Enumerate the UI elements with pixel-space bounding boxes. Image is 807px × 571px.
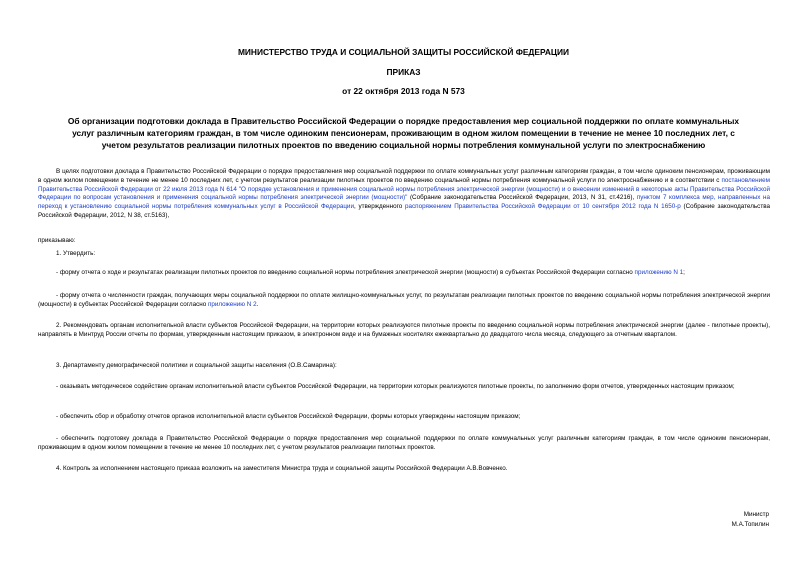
- item-3b: - обеспечить сбор и обработку отчетов органов исполнительной власти субъектов Российской Федерации, формы которых утверждены настоящим приказом;: [56, 413, 521, 420]
- preamble-link-decree-614[interactable]: постановлением Правительства Российской Федерации от 22 июля 2013 года N 614 "О порядке установления и применения социальной нормы потребления электрической энергии (мощности) и о внесении изменений в некоторые акты Правительства Российской Федерации по вопросам установления и применения социальной нормы потребления электрической энергии (мощности)": [38, 176, 770, 202]
- item-1: 1. Утвердить:: [56, 250, 96, 257]
- item-3a: - оказывать методическое содействие органам исполнительной власти субъектов Российской Федерации, на территории которых реализуются пилотные проекты, по заполнению форм отчетов, утвержденных настоящим приказом;: [56, 383, 735, 390]
- preamble-link-order-1650[interactable]: распоряжением Правительства Российской Федерации от 10 сентября 2012 года N 1650-р: [405, 203, 681, 211]
- item-3c: - обеспечить подготовку доклада в Правительство Российской Федерации о порядке предоставления мер социальной поддержки по оплате коммунальных услуг различным категориям граждан, в том числе одиноким пенсионерам, проживающим в одном жилом помещении в течение не менее 10 последних лет, с учетом результатов реализации пилотных проектов.: [38, 435, 770, 451]
- preamble-link-item-7[interactable]: пунктом 7 комплекса мер, направленных на переход к установлению социальной нормы потребления коммунальных услуг в Российской Федерации: [38, 194, 770, 211]
- date-number-heading: от 22 октября 2013 года N 573: [342, 86, 465, 96]
- item-3: 3. Департаменту демографической политики и социальной защиты населения (О.В.Самарина):: [56, 362, 337, 369]
- signature-name: М.А.Топилин: [731, 521, 769, 528]
- doc-type-heading: ПРИКАЗ: [386, 67, 421, 77]
- preamble-text-2: (Собрание законодательства Российской Федерации, 2013, N 31, ст.4216),: [407, 194, 637, 202]
- item-4: 4. Контроль за исполнением настоящего приказа возложить на заместителя Министра труда и социальной защиты Российской Федерации А.В.Вовченко.: [56, 465, 508, 472]
- item-1b: [38, 292, 770, 310]
- item-1b-text: - форму отчета о численности граждан, получающих меры социальной поддержки по оплате жилищно-коммунальных услуг, по результатам реализации пилотных проектов по введению социальной нормы потребления электрической энергии (мощности) в субъектах Российской Федерации согласно: [38, 292, 770, 308]
- item-2: 2. Рекомендовать органам исполнительной власти субъектов Российской Федерации, на территории которых реализуются пилотные проекты по введению социальной нормы потребления электрической энергии (далее - пилотные проекты), направлять в Минтруд России отчеты по формам, утвержденным настоящим приказом, в электронном виде и на бумажных носителях ежеквартально до двадцатого числа месяца, следующего за отчетным кварталом.: [38, 322, 770, 338]
- item-1a: [38, 269, 770, 278]
- preamble-text-4: (Собрание законодательства Российской Федерации, 2012, N 38, ст.5163),: [38, 203, 770, 219]
- signature-position: Министр: [743, 511, 769, 518]
- appendix-2-link[interactable]: приложению N 2: [207, 300, 257, 308]
- item-1a-end: ;: [683, 269, 685, 276]
- document-title: Об организации подготовки доклада в Правительство Российской Федерации о порядке предоставления мер социальной поддержки по оплате коммунальных услуг различным категориям граждан, в том числе одиноким пенсионерам, проживающим в одном жилом помещении в течение не менее 10 последних лет, с учетом результатов реализации пилотных проектов по введению социальной нормы потребления коммунальной услуги по электроснабжению: [67, 116, 740, 150]
- order-word: приказываю:: [38, 237, 76, 244]
- item-1b-end: .: [256, 300, 259, 308]
- preamble-text-3: , утвержденного: [353, 203, 406, 211]
- preamble-text-1: В целях подготовки доклада в Правительство Российской Федерации о порядке предоставления мер социальной поддержки по оплате коммунальных услуг различным категориям граждан, в том числе одиноким пенсионерам, проживающим в одном жилом помещении в течение не менее 10 последних лет, с учетом результатов реализации пилотных проектов по введению социальной нормы потребления коммунальной услуги по электроснабжению и в соответствии с: [38, 168, 770, 184]
- preamble-paragraph: [38, 168, 770, 221]
- appendix-1-link[interactable]: приложению N 1: [634, 269, 684, 276]
- item-1a-text: - форму отчета о ходе и результатах реализации пилотных проектов по введению социальной нормы потребления электрической энергии (мощности) в субъектах Российской Федерации согласно: [56, 269, 635, 276]
- ministry-heading: МИНИСТЕРСТВО ТРУДА И СОЦИАЛЬНОЙ ЗАЩИТЫ РОССИЙСКОЙ ФЕДЕРАЦИИ: [237, 47, 570, 57]
